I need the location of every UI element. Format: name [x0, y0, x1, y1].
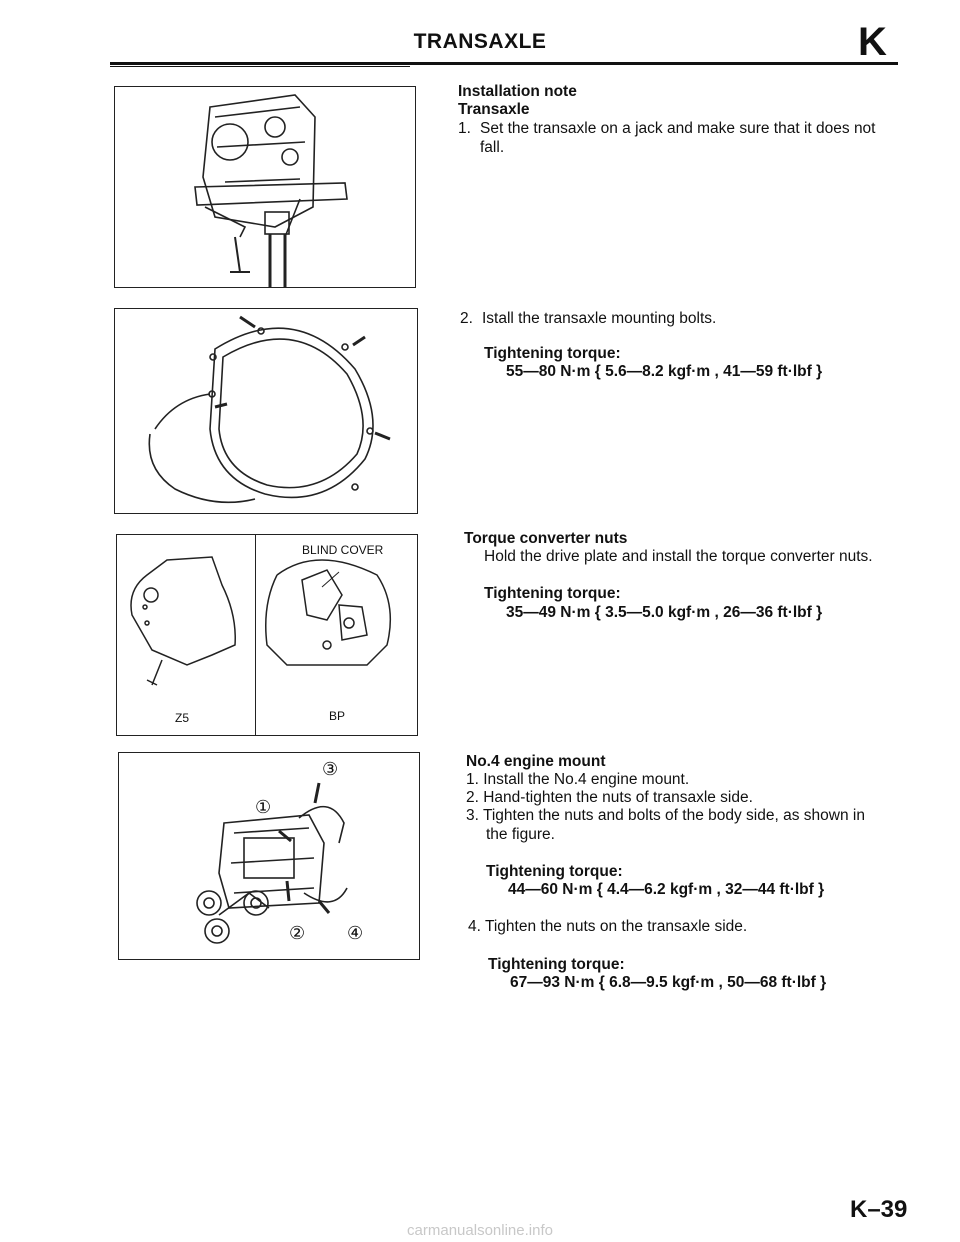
- figure-engine-mount: [118, 752, 420, 960]
- mount-step3-cont: the figure.: [486, 826, 555, 843]
- figure-transaxle-on-jack: [114, 86, 416, 288]
- step1-number: 1.: [458, 120, 471, 137]
- mount-heading: No.4 engine mount: [466, 753, 606, 770]
- torque-value-3: 44—60 N·m { 4.4—6.2 kgf·m , 32—44 ft·lbf }: [508, 881, 825, 898]
- figure-mounting-bolts: [114, 308, 418, 514]
- mount-step4: 4. Tighten the nuts on the transaxle side.: [468, 918, 748, 935]
- torque-value-1: 55—80 N·m { 5.6—8.2 kgf·m , 41—59 ft·lbf }: [506, 363, 823, 380]
- callout-1: ①: [255, 797, 272, 817]
- figure-torque-converter: [116, 534, 418, 736]
- transaxle-heading: Transaxle: [458, 101, 530, 118]
- step2-number: 2.: [460, 310, 473, 327]
- torque-label-4: Tightening torque:: [488, 956, 625, 973]
- callout-2: ②: [289, 923, 306, 943]
- header-rule: [110, 62, 898, 65]
- torque-value-4: 67—93 N·m { 6.8—9.5 kgf·m , 50—68 ft·lbf }: [510, 974, 827, 991]
- torque-label-2: Tightening torque:: [484, 585, 621, 602]
- converter-text: Hold the drive plate and install the torque converter nuts.: [484, 548, 873, 565]
- header-rule-thin: [110, 66, 410, 67]
- converter-heading: Torque converter nuts: [464, 530, 628, 547]
- panel-label-z5: Z5: [175, 711, 190, 725]
- torque-value-2: 35—49 N·m { 3.5—5.0 kgf·m , 26—36 ft·lbf }: [506, 604, 823, 621]
- torque-label-3: Tightening torque:: [486, 863, 623, 880]
- torque-label-1: Tightening torque:: [484, 345, 621, 362]
- callout-3: ③: [322, 759, 339, 779]
- mount-step2: 2. Hand-tighten the nuts of transaxle side.: [466, 789, 753, 806]
- step1-text-cont: fall.: [480, 139, 505, 156]
- watermark: carmanualsonline.info: [407, 1222, 553, 1239]
- mount-step3: 3. Tighten the nuts and bolts of the body side, as shown in: [466, 807, 865, 824]
- callout-4: ④: [347, 923, 364, 943]
- page-title: TRANSAXLE: [413, 30, 547, 53]
- step2-text: Istall the transaxle mounting bolts.: [482, 310, 717, 327]
- blind-cover-label: BLIND COVER: [302, 543, 384, 557]
- panel-label-bp: BP: [329, 709, 346, 723]
- section-letter: K: [858, 20, 887, 64]
- mount-step1: 1. Install the No.4 engine mount.: [466, 771, 690, 788]
- installation-heading: Installation note: [458, 83, 577, 100]
- page-number: K–39: [850, 1196, 908, 1223]
- step1-text: Set the transaxle on a jack and make sure that it does not: [480, 120, 876, 137]
